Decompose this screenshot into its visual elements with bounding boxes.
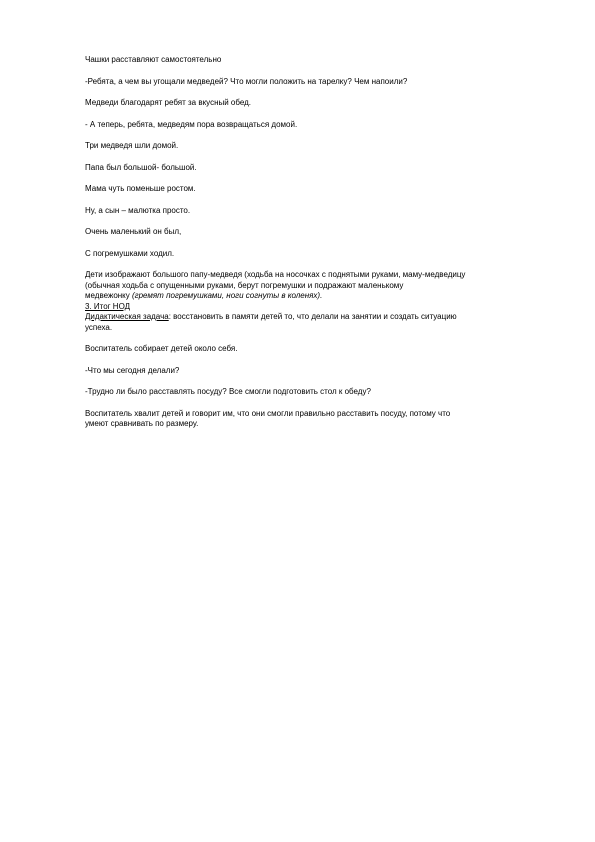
activity-line: Дети изображают большого папу-медведя (ходьба на носочках с поднятыми руками, маму-медведицу xyxy=(85,270,466,279)
poem-line: Мама чуть поменьше ростом. xyxy=(85,184,196,193)
closing-paragraph xyxy=(85,409,555,430)
poem-line: Три медведя шли домой. xyxy=(85,141,179,150)
paragraph: - А теперь, ребята, медведям пора возвращаться домой. xyxy=(85,119,298,129)
activity-line: (обычная ходьба с опущенными руками, берут погремушки и подражают маленькому xyxy=(85,280,404,290)
didactic-label: Дидактическая задача xyxy=(85,312,169,321)
closing-line: Воспитатель хвалит детей и говорит им, что они смогли правильно расставить посуду, потому что xyxy=(85,408,451,418)
activity-description xyxy=(85,270,555,302)
question: -Что мы сегодня делали? xyxy=(85,365,180,375)
paragraph: Медведи благодарят ребят за вкусный обед. xyxy=(85,98,252,107)
paragraph: -Ребята, а чем вы угощали медведей? Что могли положить на тарелку? Чем напоили? xyxy=(85,76,408,86)
paragraph: Чашки расставляют самостоятельно xyxy=(85,55,222,64)
didactic-line xyxy=(85,312,555,323)
activity-note: (гремят погремушками, ноги согнуты в коленях). xyxy=(132,291,323,300)
activity-text: медвежонку xyxy=(85,291,132,300)
section-heading: 3. Итог НОД xyxy=(85,301,131,311)
document-body xyxy=(85,55,555,441)
closing-line: умеют сравнивать по размеру. xyxy=(85,419,199,428)
paragraph: Воспитатель собирает детей около себя. xyxy=(85,344,238,353)
question: -Трудно ли было расставлять посуду? Все смогли подготовить стол к обеду? xyxy=(85,387,371,396)
poem-line: Папа был большой- большой. xyxy=(85,162,197,172)
didactic-text: : восстановить в памяти детей то, что делали на занятии и создать ситуацию xyxy=(168,312,457,321)
didactic-task xyxy=(85,312,555,333)
activity-line-last xyxy=(85,291,555,302)
poem-line: С погремушками ходил. xyxy=(85,248,175,258)
poem-line: Очень маленький он был, xyxy=(85,227,182,236)
didactic-line-cont: успеха. xyxy=(85,322,113,332)
poem-line: Ну, а сын – малютка просто. xyxy=(85,205,191,215)
